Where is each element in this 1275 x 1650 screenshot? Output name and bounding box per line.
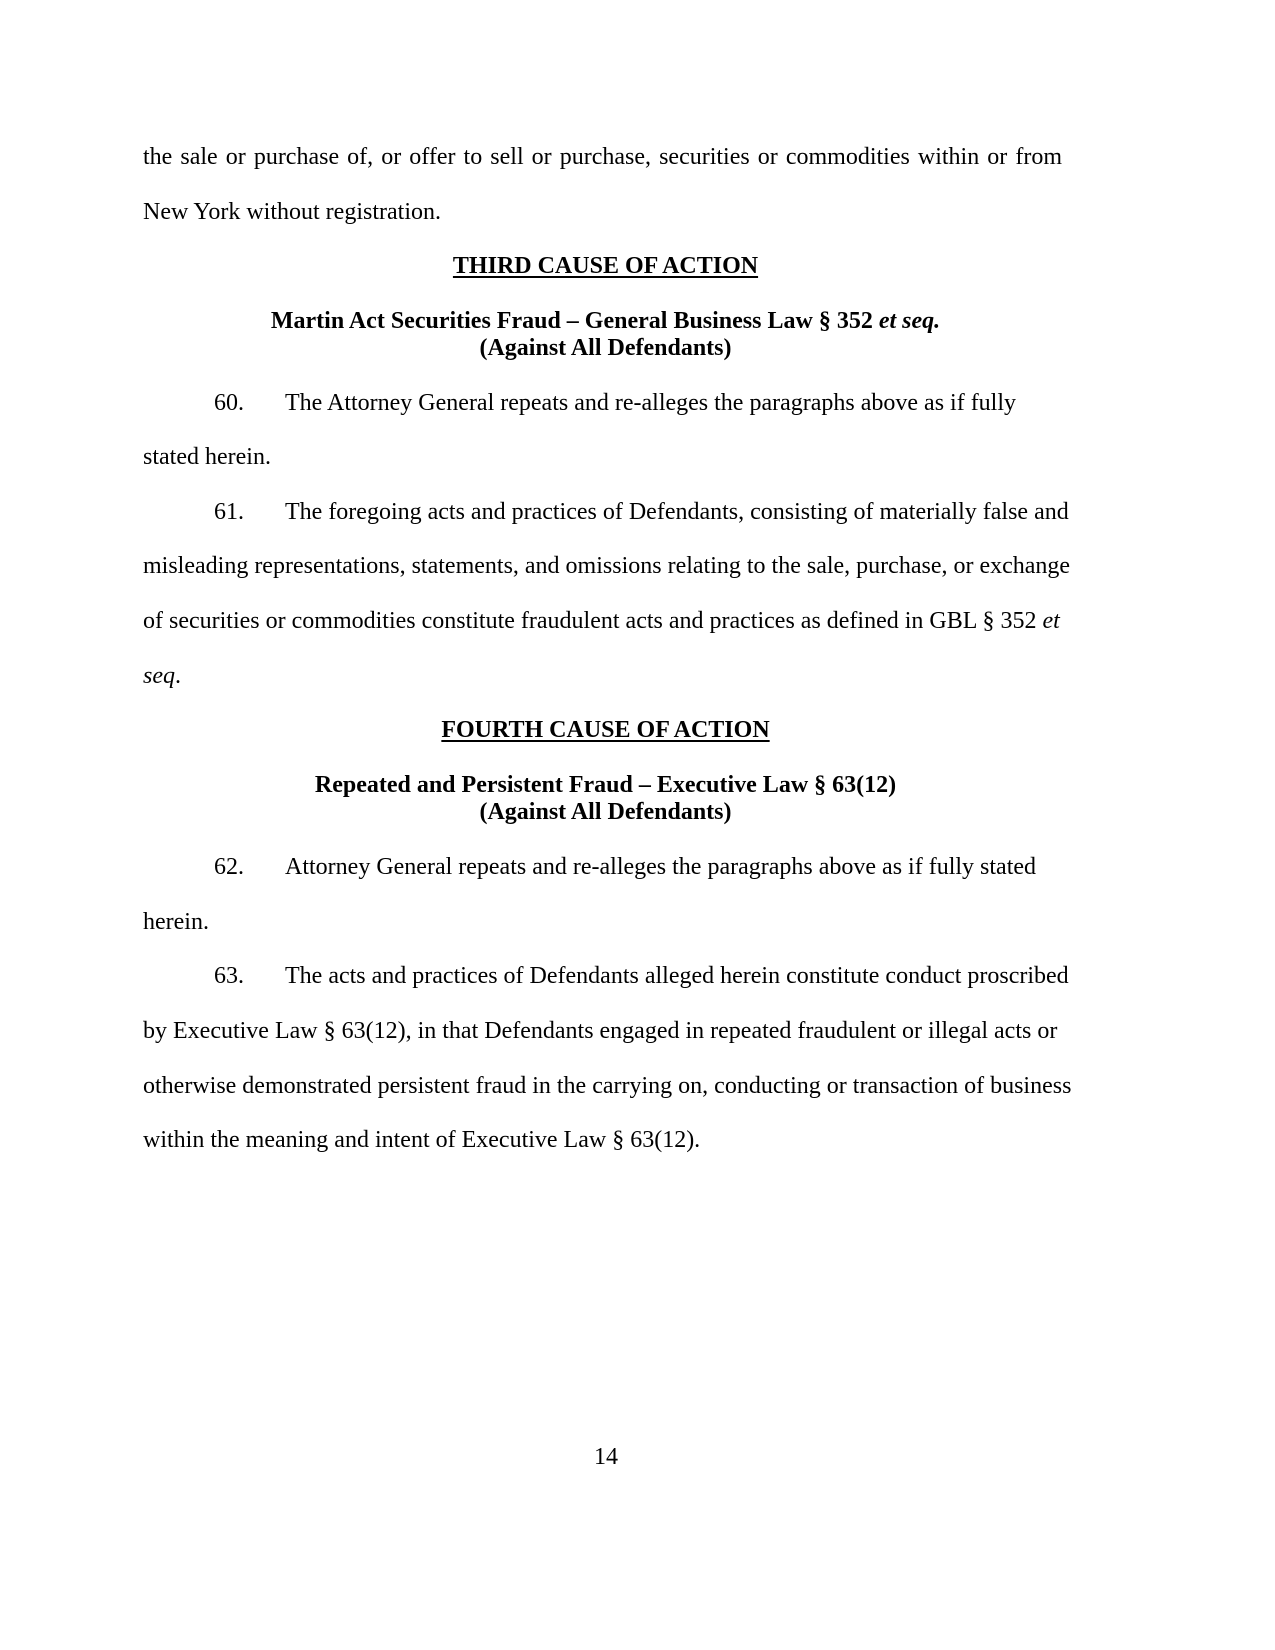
paragraph-line: misleading representations, statements, and omissions relating to the sale, purchase, or exchange xyxy=(143,553,1071,579)
paragraph-line: herein. xyxy=(143,909,209,935)
italic-text: seq xyxy=(143,663,175,689)
paragraph-line: by Executive Law § 63(12), in that Defendants engaged in repeated fraudulent or illegal acts or xyxy=(143,1018,1058,1044)
paragraph-first-line: The Attorney General repeats and re-alleges the paragraphs above as if fully xyxy=(285,390,1017,416)
paragraph-number: 61. xyxy=(214,499,244,525)
paragraph-number: 60. xyxy=(214,390,244,416)
paragraph-first-line: The foregoing acts and practices of Defendants, consisting of materially false and xyxy=(285,499,1069,525)
section-subheading: Repeated and Persistent Fraud – Executive Law § 63(12) xyxy=(314,772,897,798)
fourth-cause-heading: FOURTH CAUSE OF ACTION xyxy=(441,717,770,743)
section-parties: (Against All Defendants) xyxy=(479,799,732,825)
paragraph-number: 63. xyxy=(214,963,244,989)
paragraph-first-line: The acts and practices of Defendants alleged herein constitute conduct proscribed xyxy=(285,963,1069,989)
paragraph-line xyxy=(143,607,1062,635)
paragraph-line-text: . xyxy=(175,663,181,689)
paragraph-line xyxy=(143,662,181,690)
section-heading xyxy=(143,252,1068,280)
paragraph-first-line: Attorney General repeats and re-alleges the paragraphs above as if fully stated xyxy=(285,854,1037,880)
paragraph-line: stated herein. xyxy=(143,444,271,470)
paragraph-line: within the meaning and intent of Executive Law § 63(12). xyxy=(143,1127,701,1153)
section-heading xyxy=(143,716,1068,744)
paragraph-line: otherwise demonstrated persistent fraud in the carrying on, conducting or transaction of business xyxy=(143,1073,1072,1099)
subheading-text: Martin Act Securities Fraud – General Business Law § 352 xyxy=(270,308,879,334)
paragraph-number: 62. xyxy=(214,854,244,880)
section-parties: (Against All Defendants) xyxy=(479,335,732,361)
subheading-italic: et seq. xyxy=(878,308,941,334)
body-text-line: New York without registration. xyxy=(143,199,441,225)
body-text-line: the sale or purchase of, or offer to sell or purchase, securities or commodities within or from xyxy=(143,144,1062,170)
section-subheading xyxy=(143,307,1068,335)
paragraph-line-text: of securities or commodities constitute fraudulent acts and practices as defined in GBL § 352 xyxy=(143,608,1043,634)
italic-text: et xyxy=(1042,608,1060,634)
third-cause-heading: THIRD CAUSE OF ACTION xyxy=(452,253,759,279)
page-number: 14 xyxy=(594,1444,618,1470)
